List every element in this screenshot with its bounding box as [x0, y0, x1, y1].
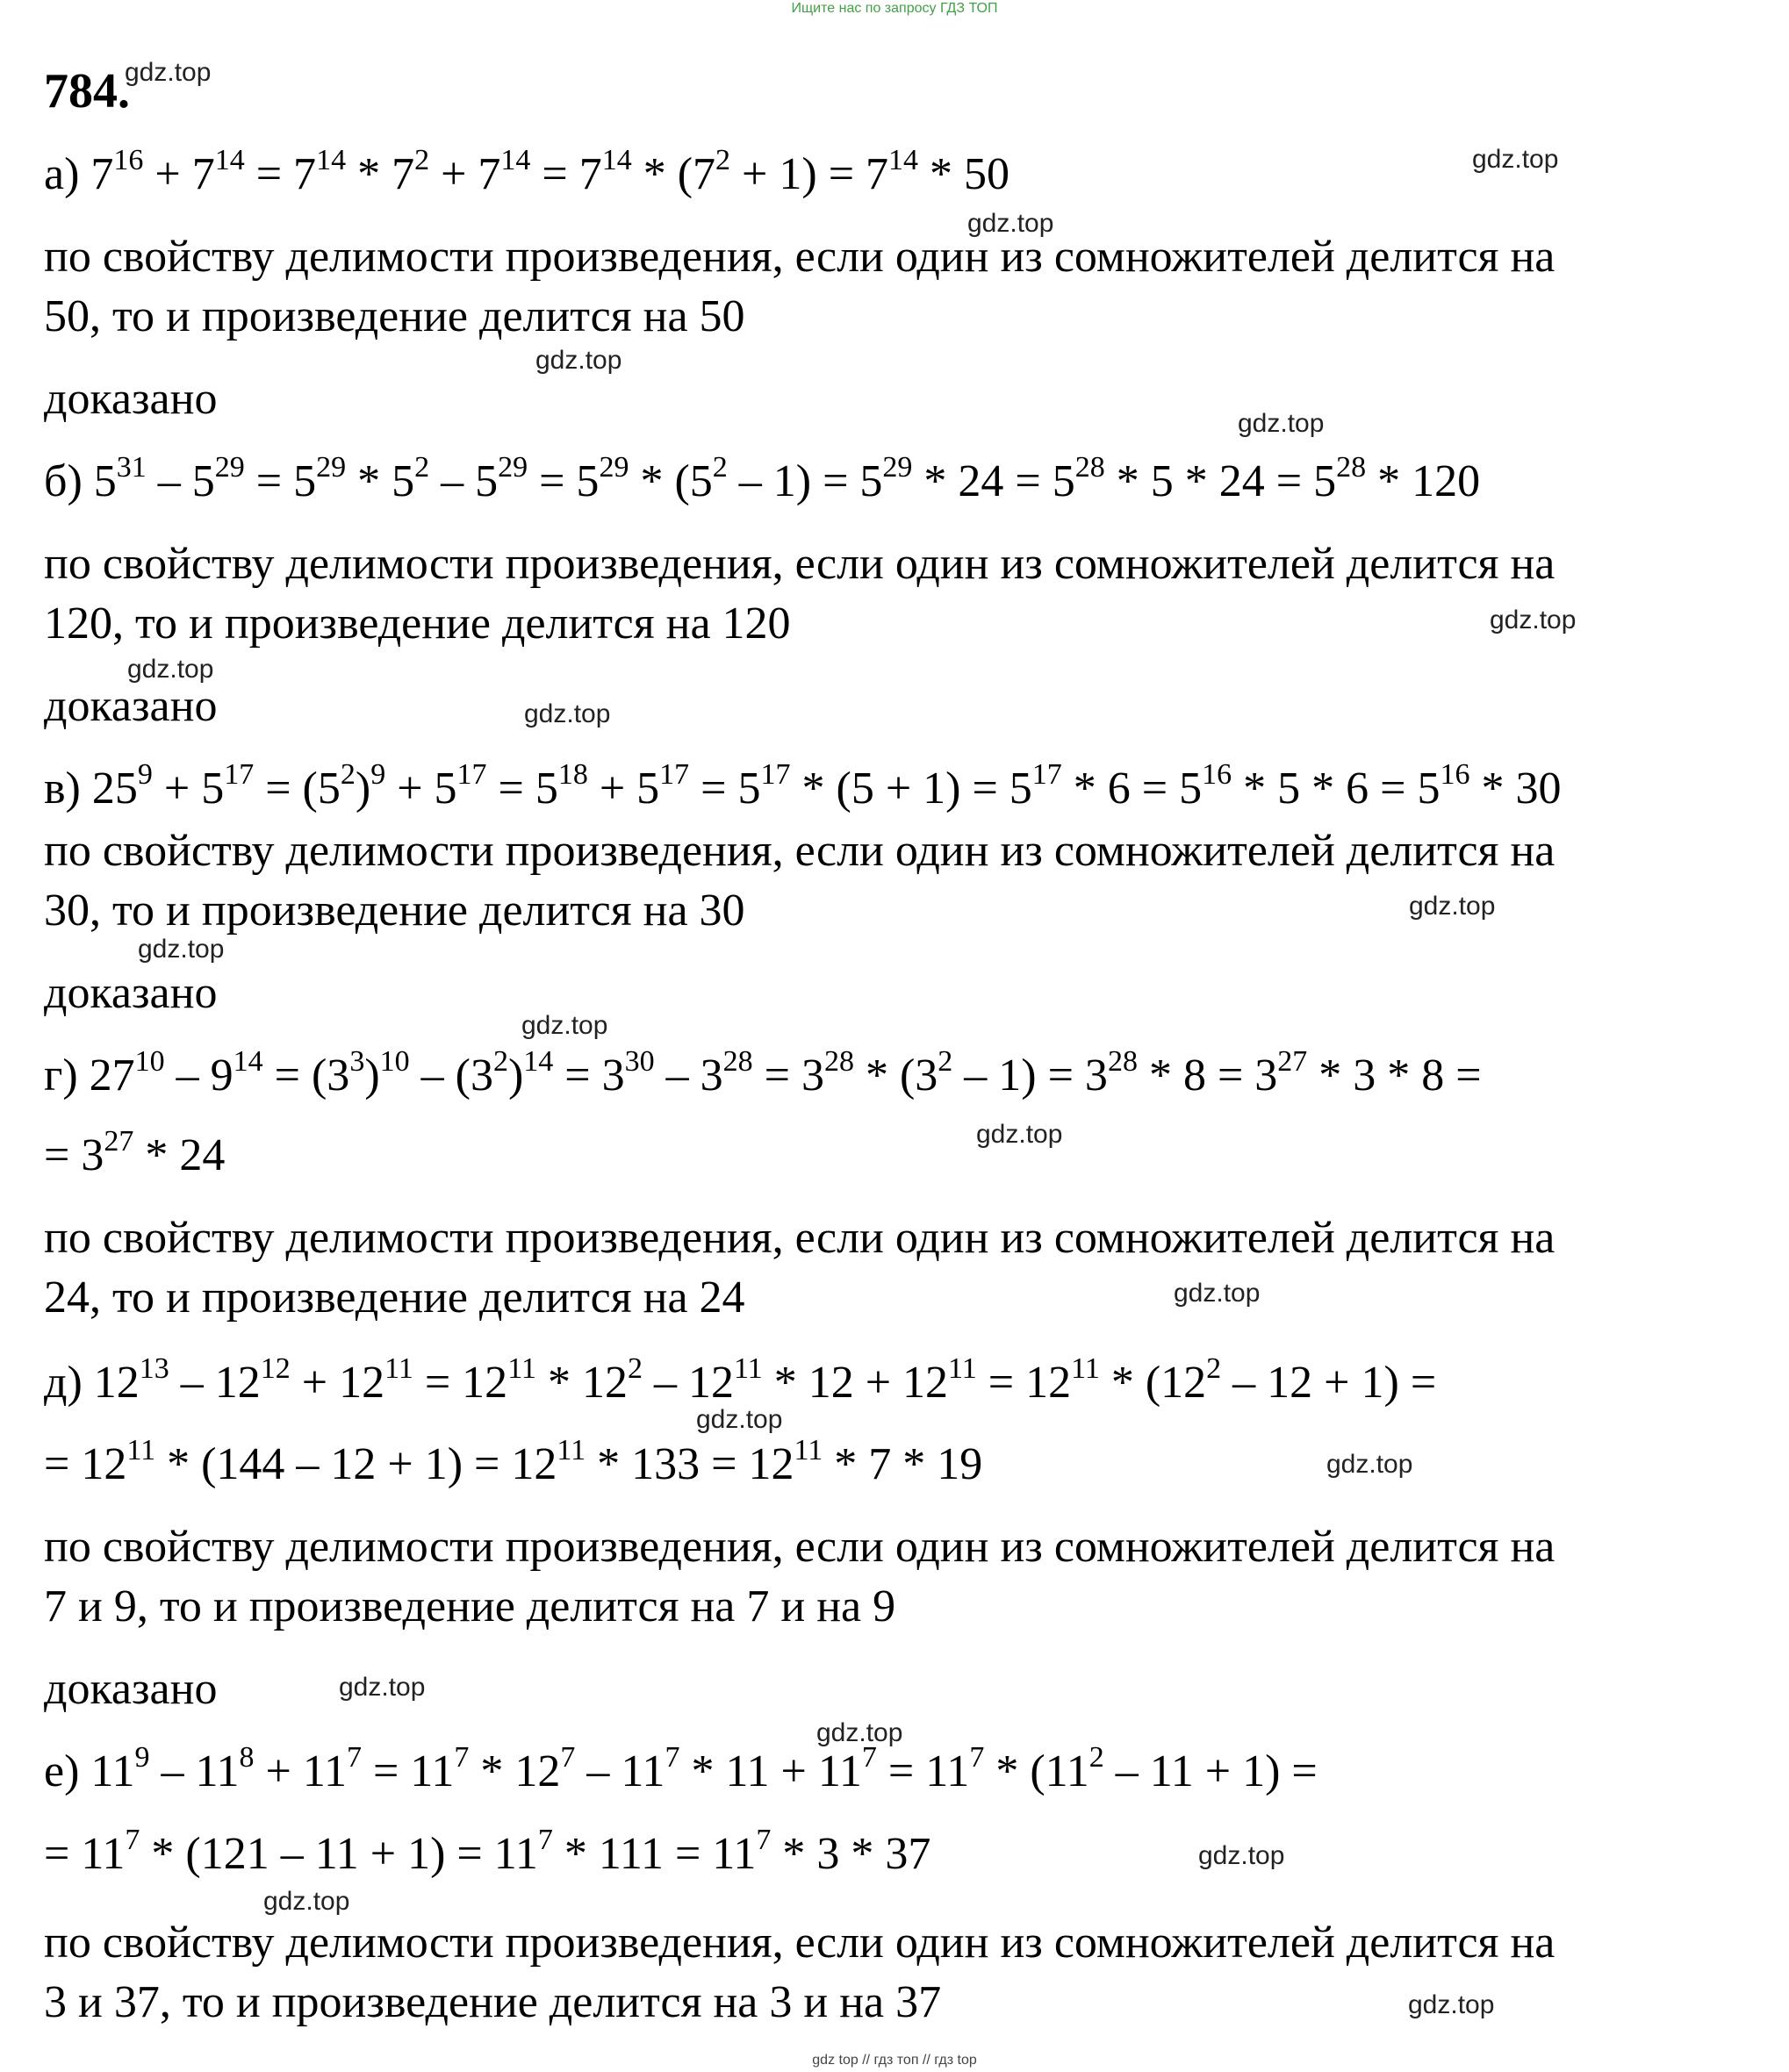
equation-e-cont: = $11^7 * (121 - 11 + 1) = 11^7 * 111 = 11^7 * 3 * 37$	[44, 1823, 931, 1879]
watermark: gdz.top	[1490, 606, 1577, 635]
watermark: gdz.top	[263, 1887, 350, 1916]
proof-e-line2: 3 и 37, то и произведение делится на 3 и на 37	[44, 1977, 942, 2027]
watermark: gdz.top	[1472, 145, 1559, 174]
watermark: gdz.top	[138, 935, 225, 964]
proved-b: доказано	[44, 681, 218, 731]
proof-e-line1: по свойству делимости произведения, если один из сомножителей делится на	[44, 1918, 1555, 1968]
equation-g-cont: = $3^{27} * 24$	[44, 1124, 226, 1180]
equation-d: д) $12^{13} - 12^{12} + 12^{11} = 12^{11} * 12^2 - 12^{11} * 12 + 12^{11} = 12^{11} * (12^2 - 12 + 1)$ =	[44, 1351, 1437, 1408]
equation-v: в) $25^9 + 5^{17} = (5^2)^9 + 5^{17} = 5^{18} + 5^{17} = 5^{17} * (5 + 1) = 5^{17} * 6 = 5^{16} * 5 * 6 = 5^{16} * 30$	[44, 757, 1562, 814]
watermark: gdz.top	[1238, 409, 1325, 438]
proof-a-line2: 50, то и произведение делится на 50	[44, 291, 745, 341]
watermark: gdz.top	[1174, 1279, 1261, 1308]
equation-d-cont: = $12^{11} * (144 - 12 + 1) = 12^{11} * 133 = 12^{11} * 7 * 19$	[44, 1433, 983, 1489]
proof-g-line1: по свойству делимости произведения, если один из сомножителей делится на	[44, 1213, 1555, 1263]
watermark: gdz.top	[339, 1673, 426, 1702]
watermark: gdz.top	[967, 209, 1054, 238]
proof-d-line1: по свойству делимости произведения, если один из сомножителей делится на	[44, 1522, 1555, 1572]
proof-b-line1: по свойству делимости произведения, если один из сомножителей делится на	[44, 539, 1555, 589]
equation-g: г) $27^{10} - 9^{14} = (3^3)^{10} - (3^2)^{14} = 3^{30} - 3^{28} = 3^{28} * (3^2 - 1) = 3^{28} * 8 = 3^{27} * 3 * 8$ =	[44, 1044, 1482, 1101]
watermark: gdz.top	[127, 655, 214, 684]
watermark: gdz.top	[696, 1405, 783, 1434]
watermark: gdz.top	[1408, 1990, 1495, 2019]
proved-a: доказано	[44, 374, 218, 424]
proof-d-line2: 7 и 9, то и произведение делится на 7 и на 9	[44, 1581, 896, 1631]
task-number: 784.	[44, 64, 130, 118]
proof-b-line2: 120, то и произведение делится на 120	[44, 599, 791, 649]
watermark: gdz.top	[1326, 1450, 1413, 1479]
proof-v-line1: по свойству делимости произведения, если один из сомножителей делится на	[44, 826, 1555, 876]
equation-e: е) $11^9 - 11^8 + 11^7 = 11^7 * 12^7 - 11^7 * 11 + 11^7 = 11^7 * (11^2 - 11 + 1)$ =	[44, 1740, 1318, 1796]
equation-a: а) $7^{16} + 7^{14} = 7^{14} * 7^2 + 7^{14} = 7^{14} * (7^2 + 1) = 7^{14} * 50$	[44, 143, 1010, 199]
watermark: gdz.top	[976, 1120, 1063, 1149]
watermark: gdz.top	[524, 699, 611, 728]
watermark: gdz.top	[125, 58, 212, 87]
proved-d: доказано	[44, 1664, 218, 1714]
proof-g-line2: 24, то и произведение делится на 24	[44, 1273, 745, 1323]
proof-v-line2: 30, то и произведение делится на 30	[44, 885, 745, 936]
watermark: gdz.top	[535, 346, 622, 375]
watermark: gdz.top	[816, 1718, 903, 1747]
site-banner: Ищите нас по запросу ГДЗ ТОП	[791, 1, 998, 16]
proof-a-line1: по свойству делимости произведения, если один из сомножителей делится на	[44, 232, 1555, 282]
watermark: gdz.top	[1409, 892, 1496, 921]
site-footer: gdz top // гдз топ // гдз top	[812, 2053, 977, 2068]
watermark: gdz.top	[521, 1011, 608, 1040]
watermark: gdz.top	[1198, 1841, 1285, 1870]
proved-v: доказано	[44, 968, 218, 1018]
equation-b: б) $5^{31} - 5^{29} = 5^{29} * 5^2 - 5^{29} = 5^{29} * (5^2 - 1) = 5^{29} * 24 = 5^{28} * 5 * 24 = 5^{28} * 120$	[44, 450, 1481, 506]
